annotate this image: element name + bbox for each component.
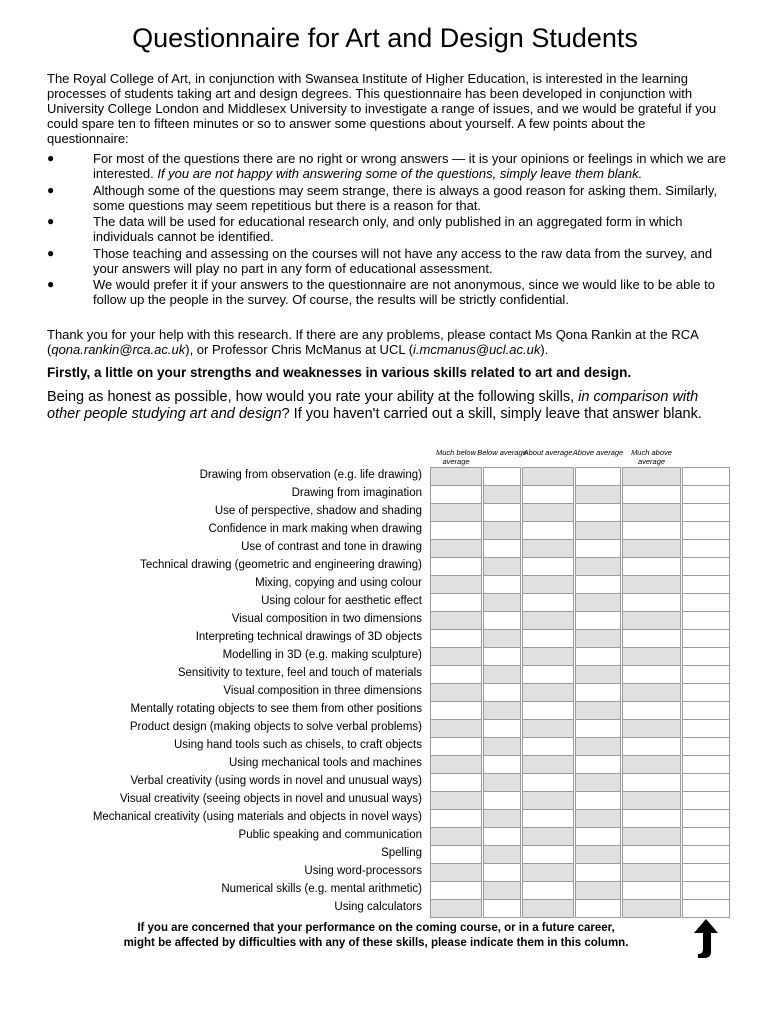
rating-cell[interactable] [622, 665, 681, 684]
rating-cell[interactable] [575, 539, 621, 558]
rating-cell[interactable] [575, 485, 621, 504]
concern-cell[interactable] [682, 791, 730, 810]
rating-cell[interactable] [483, 647, 521, 666]
skill-label: Visual creativity (seeing objects in novel and unusual ways) [119, 793, 422, 805]
rating-cell[interactable] [430, 809, 482, 828]
rating-cell[interactable] [575, 665, 621, 684]
skill-label: Drawing from imagination [291, 487, 422, 499]
rating-cell[interactable] [622, 647, 681, 666]
skill-label: Numerical skills (e.g. mental arithmetic) [221, 883, 422, 895]
skill-label: Technical drawing (geometric and engineering drawing) [140, 559, 422, 571]
rating-cell[interactable] [622, 701, 681, 720]
rating-cell[interactable] [622, 881, 681, 900]
rating-cell[interactable] [430, 611, 482, 630]
bullet-dot-icon: ● [47, 277, 55, 291]
rating-cell[interactable] [483, 827, 521, 846]
rating-cell[interactable] [483, 773, 521, 792]
rating-cell[interactable] [622, 845, 681, 864]
rating-cell[interactable] [430, 683, 482, 702]
section-heading: Firstly, a little on your strengths and weaknesses in various skills related to art and design. [47, 365, 632, 380]
rating-cell[interactable] [522, 683, 574, 702]
rating-cell[interactable] [522, 827, 574, 846]
concern-cell[interactable] [682, 485, 730, 504]
rating-cell[interactable] [622, 773, 681, 792]
rating-cell[interactable] [622, 719, 681, 738]
rating-cell[interactable] [430, 665, 482, 684]
skill-label: Drawing from observation (e.g. life drawing) [199, 469, 422, 481]
rating-cell[interactable] [622, 557, 681, 576]
concern-cell[interactable] [682, 593, 730, 612]
bullet-dot-icon: ● [47, 151, 55, 165]
rating-cell[interactable] [575, 827, 621, 846]
rating-cell[interactable] [483, 575, 521, 594]
rating-cell[interactable] [622, 575, 681, 594]
skill-label: Visual composition in three dimensions [223, 685, 422, 697]
rating-cell[interactable] [575, 647, 621, 666]
bullet-dot-icon: ● [47, 214, 55, 228]
thanks-text-2: ), or Professor Chris McManus at UCL ( [185, 342, 414, 357]
skill-label: Public speaking and communication [238, 829, 422, 841]
concern-note [60, 921, 692, 951]
page-title: Questionnaire for Art and Design Students [132, 23, 638, 53]
rating-cell[interactable] [575, 503, 621, 522]
rating-cell[interactable] [522, 719, 574, 738]
rating-cell[interactable] [430, 755, 482, 774]
questionnaire-point-italic: If you are not happy with answering some of the questions, simply leave them blank. [157, 166, 643, 181]
rating-cell[interactable] [522, 539, 574, 558]
skill-label: Using hand tools such as chisels, to craft objects [173, 739, 422, 751]
rating-cell[interactable] [575, 863, 621, 882]
questionnaire-points-list [47, 151, 727, 309]
rating-cell[interactable] [483, 503, 521, 522]
questionnaire-point [47, 277, 727, 307]
skill-label: Confidence in mark making when drawing [208, 523, 422, 535]
rating-column-header: Above average [572, 448, 624, 457]
concern-cell[interactable] [682, 827, 730, 846]
rating-cell[interactable] [483, 899, 521, 918]
rating-cell[interactable] [522, 521, 574, 540]
skill-label: Spelling [381, 847, 422, 859]
rating-cell[interactable] [622, 611, 681, 630]
rating-cell[interactable] [575, 593, 621, 612]
skill-label: Mentally rotating objects to see them from other positions [130, 703, 422, 715]
rating-cell[interactable] [575, 629, 621, 648]
rating-cell[interactable] [622, 791, 681, 810]
rating-cell[interactable] [575, 557, 621, 576]
rating-cell[interactable] [483, 539, 521, 558]
rating-cell[interactable] [622, 521, 681, 540]
questionnaire-point [47, 183, 727, 213]
rating-cell[interactable] [483, 791, 521, 810]
skills-list [40, 466, 422, 916]
rating-cell[interactable] [430, 593, 482, 612]
concern-cell[interactable] [682, 809, 730, 828]
rating-cell[interactable] [483, 611, 521, 630]
rating-cell[interactable] [522, 647, 574, 666]
rating-cell[interactable] [575, 791, 621, 810]
concern-cell[interactable] [682, 647, 730, 666]
rating-cell[interactable] [575, 521, 621, 540]
rating-cell[interactable] [522, 593, 574, 612]
rating-cell[interactable] [622, 899, 681, 918]
skill-label: Modelling in 3D (e.g. making sculpture) [222, 649, 422, 661]
rating-cell[interactable] [522, 899, 574, 918]
rating-cell[interactable] [522, 701, 574, 720]
rating-cell[interactable] [575, 881, 621, 900]
rating-cell[interactable] [483, 845, 521, 864]
rating-cell[interactable] [575, 611, 621, 630]
rating-cell[interactable] [622, 755, 681, 774]
rating-cell[interactable] [483, 467, 521, 486]
questionnaire-point-text: For most of the questions there are no right or wrong answers — it is your opinions or feelings in which we are interested. [93, 151, 726, 181]
rating-column-header: Much above average [631, 448, 672, 466]
rating-cell[interactable] [575, 719, 621, 738]
concern-note-line-1: If you are concerned that your performance on the coming course, or in a future career, [137, 922, 615, 934]
rating-cell[interactable] [483, 557, 521, 576]
concern-cell[interactable] [682, 629, 730, 648]
rating-cell[interactable] [522, 611, 574, 630]
rating-cell[interactable] [575, 575, 621, 594]
rating-cell[interactable] [522, 665, 574, 684]
rating-cell[interactable] [522, 467, 574, 486]
rating-cell[interactable] [483, 809, 521, 828]
rating-prompt-text-2: ? If you haven't carried out a skill, simply leave that answer blank. [281, 406, 702, 422]
rating-cell[interactable] [483, 521, 521, 540]
rating-cell[interactable] [522, 881, 574, 900]
rating-cell[interactable] [622, 863, 681, 882]
concern-cell[interactable] [682, 881, 730, 900]
skill-label: Product design (making objects to solve verbal problems) [129, 721, 422, 733]
concern-cell[interactable] [682, 773, 730, 792]
rating-cell[interactable] [430, 773, 482, 792]
rating-cell[interactable] [430, 737, 482, 756]
up-arrow-icon [692, 918, 720, 960]
rating-cell[interactable] [575, 845, 621, 864]
rating-cell[interactable] [575, 701, 621, 720]
rating-cell[interactable] [483, 629, 521, 648]
rca-email: qona.rankin@rca.ac.uk [51, 342, 186, 357]
rating-cell[interactable] [622, 737, 681, 756]
rating-cell[interactable] [575, 899, 621, 918]
rating-cell[interactable] [430, 863, 482, 882]
rating-cell[interactable] [430, 503, 482, 522]
bullet-dot-icon: ● [47, 182, 55, 197]
concern-cell[interactable] [682, 701, 730, 720]
skill-label: Using word-processors [304, 865, 422, 877]
rating-cell[interactable] [483, 755, 521, 774]
rating-cell[interactable] [622, 827, 681, 846]
concern-cell[interactable] [682, 845, 730, 864]
rating-cell[interactable] [575, 809, 621, 828]
skill-label: Use of contrast and tone in drawing [241, 541, 422, 553]
rating-column-header: Below average [477, 448, 527, 457]
skill-label: Verbal creativity (using words in novel and unusual ways) [130, 775, 422, 787]
skill-label: Using colour for aesthetic effect [261, 595, 422, 607]
rating-cell[interactable] [430, 827, 482, 846]
rating-cell[interactable] [522, 557, 574, 576]
intro-paragraph: The Royal College of Art, in conjunction with Swansea Institute of Higher Education, is interested in the learning processes of students taking art and design degrees. This questionnaire has been developed in conjunction with University College London and Middlesex University to investigate a range of issues, and we would be grateful if you could spare ten to fifteen minutes or so to answer some questions about yourself. A few points about the questionnaire: [47, 71, 717, 146]
rating-cell[interactable] [483, 719, 521, 738]
thanks-paragraph [47, 327, 727, 357]
rating-cell[interactable] [430, 539, 482, 558]
rating-cell[interactable] [430, 791, 482, 810]
rating-cell[interactable] [483, 881, 521, 900]
rating-cell[interactable] [522, 575, 574, 594]
rating-cell[interactable] [430, 467, 482, 486]
bullet-dot-icon: ● [47, 245, 55, 260]
concern-cell[interactable] [682, 539, 730, 558]
rating-cell[interactable] [483, 665, 521, 684]
rating-prompt-text-1: Being as honest as possible, how would you rate your ability at the following skills, [47, 389, 579, 405]
rating-cell[interactable] [622, 683, 681, 702]
rating-grid [430, 467, 730, 917]
rating-cell[interactable] [430, 845, 482, 864]
rating-cell[interactable] [522, 791, 574, 810]
questionnaire-point-text: Although some of the questions may seem strange, there is always a good reason for asking them. Similarly, some questions may seem repetitious but there is a reason for that. [93, 182, 718, 213]
thanks-text-3: ). [540, 342, 549, 357]
concern-cell[interactable] [682, 503, 730, 522]
concern-cell[interactable] [682, 557, 730, 576]
rating-cell[interactable] [622, 593, 681, 612]
questionnaire-point [47, 151, 727, 181]
rating-cell[interactable] [622, 485, 681, 504]
skill-label: Interpreting technical drawings of 3D objects [195, 631, 422, 643]
concern-cell[interactable] [682, 575, 730, 594]
concern-cell[interactable] [682, 863, 730, 882]
rating-cell[interactable] [522, 737, 574, 756]
rating-cell[interactable] [622, 809, 681, 828]
rating-cell[interactable] [522, 809, 574, 828]
skill-label: Mechanical creativity (using materials and objects in novel ways) [92, 811, 422, 823]
questionnaire-point-text: We would prefer it if your answers to the questionnaire are not anonymous, since we would like to be able to follow up the people in the survey. Of course, the results will be strictly confidential. [93, 277, 715, 307]
skill-label: Visual composition in two dimensions [231, 613, 422, 625]
ucl-email: i.mcmanus@ucl.ac.uk [413, 342, 541, 357]
rating-cell[interactable] [483, 863, 521, 882]
rating-cell[interactable] [430, 719, 482, 738]
rating-cell[interactable] [622, 539, 681, 558]
questionnaire-point-text: The data will be used for educational research only, and only published in an aggregated form in which individuals cannot be identified. [93, 214, 683, 244]
thanks-text-1: Thank you for your help with this research. If there are any problems, please contact Ms Qona Rankin at the RCA ( [47, 327, 699, 357]
rating-cell[interactable] [622, 629, 681, 648]
rating-cell[interactable] [430, 899, 482, 918]
rating-cell[interactable] [522, 863, 574, 882]
rating-cell[interactable] [522, 755, 574, 774]
rating-cell[interactable] [522, 773, 574, 792]
rating-cell[interactable] [483, 737, 521, 756]
rating-cell[interactable] [430, 881, 482, 900]
rating-cell[interactable] [483, 485, 521, 504]
skill-label: Using calculators [334, 901, 422, 913]
rating-cell[interactable] [522, 485, 574, 504]
skill-label: Mixing, copying and using colour [255, 577, 422, 589]
concern-cell[interactable] [682, 899, 730, 918]
rating-cell[interactable] [430, 485, 482, 504]
concern-cell[interactable] [682, 683, 730, 702]
rating-cell[interactable] [430, 521, 482, 540]
concern-cell[interactable] [682, 755, 730, 774]
rating-cell[interactable] [522, 629, 574, 648]
rating-cell[interactable] [522, 503, 574, 522]
concern-cell[interactable] [682, 719, 730, 738]
skill-label: Sensitivity to texture, feel and touch of materials [177, 667, 422, 679]
concern-cell[interactable] [682, 467, 730, 486]
questionnaire-point [47, 214, 727, 244]
rating-cell[interactable] [575, 683, 621, 702]
concern-cell[interactable] [682, 611, 730, 630]
rating-cell[interactable] [430, 575, 482, 594]
rating-cell[interactable] [575, 755, 621, 774]
rating-cell[interactable] [483, 683, 521, 702]
concern-cell[interactable] [682, 521, 730, 540]
questionnaire-point [47, 246, 727, 276]
rating-cell[interactable] [622, 503, 681, 522]
concern-note-line-2: might be affected by difficulties with any of these skills, please indicate them in this column. [123, 937, 629, 949]
rating-cell[interactable] [430, 557, 482, 576]
rating-cell[interactable] [430, 701, 482, 720]
questionnaire-point-text: Those teaching and assessing on the courses will not have any access to the raw data from the survey, and your answers will play no part in any form of educational assessment. [93, 245, 713, 276]
concern-cell[interactable] [682, 737, 730, 756]
skill-label: Using mechanical tools and machines [228, 757, 422, 769]
rating-cell[interactable] [483, 701, 521, 720]
rating-cell[interactable] [483, 593, 521, 612]
rating-cell[interactable] [430, 629, 482, 648]
concern-cell[interactable] [682, 665, 730, 684]
rating-prompt-italic: in comparison with other people studying art and design [47, 389, 699, 422]
rating-cell[interactable] [575, 737, 621, 756]
rating-cell[interactable] [575, 467, 621, 486]
rating-column-header: Much below average [435, 448, 477, 466]
rating-cell[interactable] [522, 845, 574, 864]
rating-column-header: About average [523, 448, 573, 457]
rating-cell[interactable] [622, 467, 681, 486]
rating-cell[interactable] [430, 647, 482, 666]
rating-prompt [47, 389, 727, 423]
skill-label: Use of perspective, shadow and shading [214, 505, 422, 517]
rating-cell[interactable] [575, 773, 621, 792]
